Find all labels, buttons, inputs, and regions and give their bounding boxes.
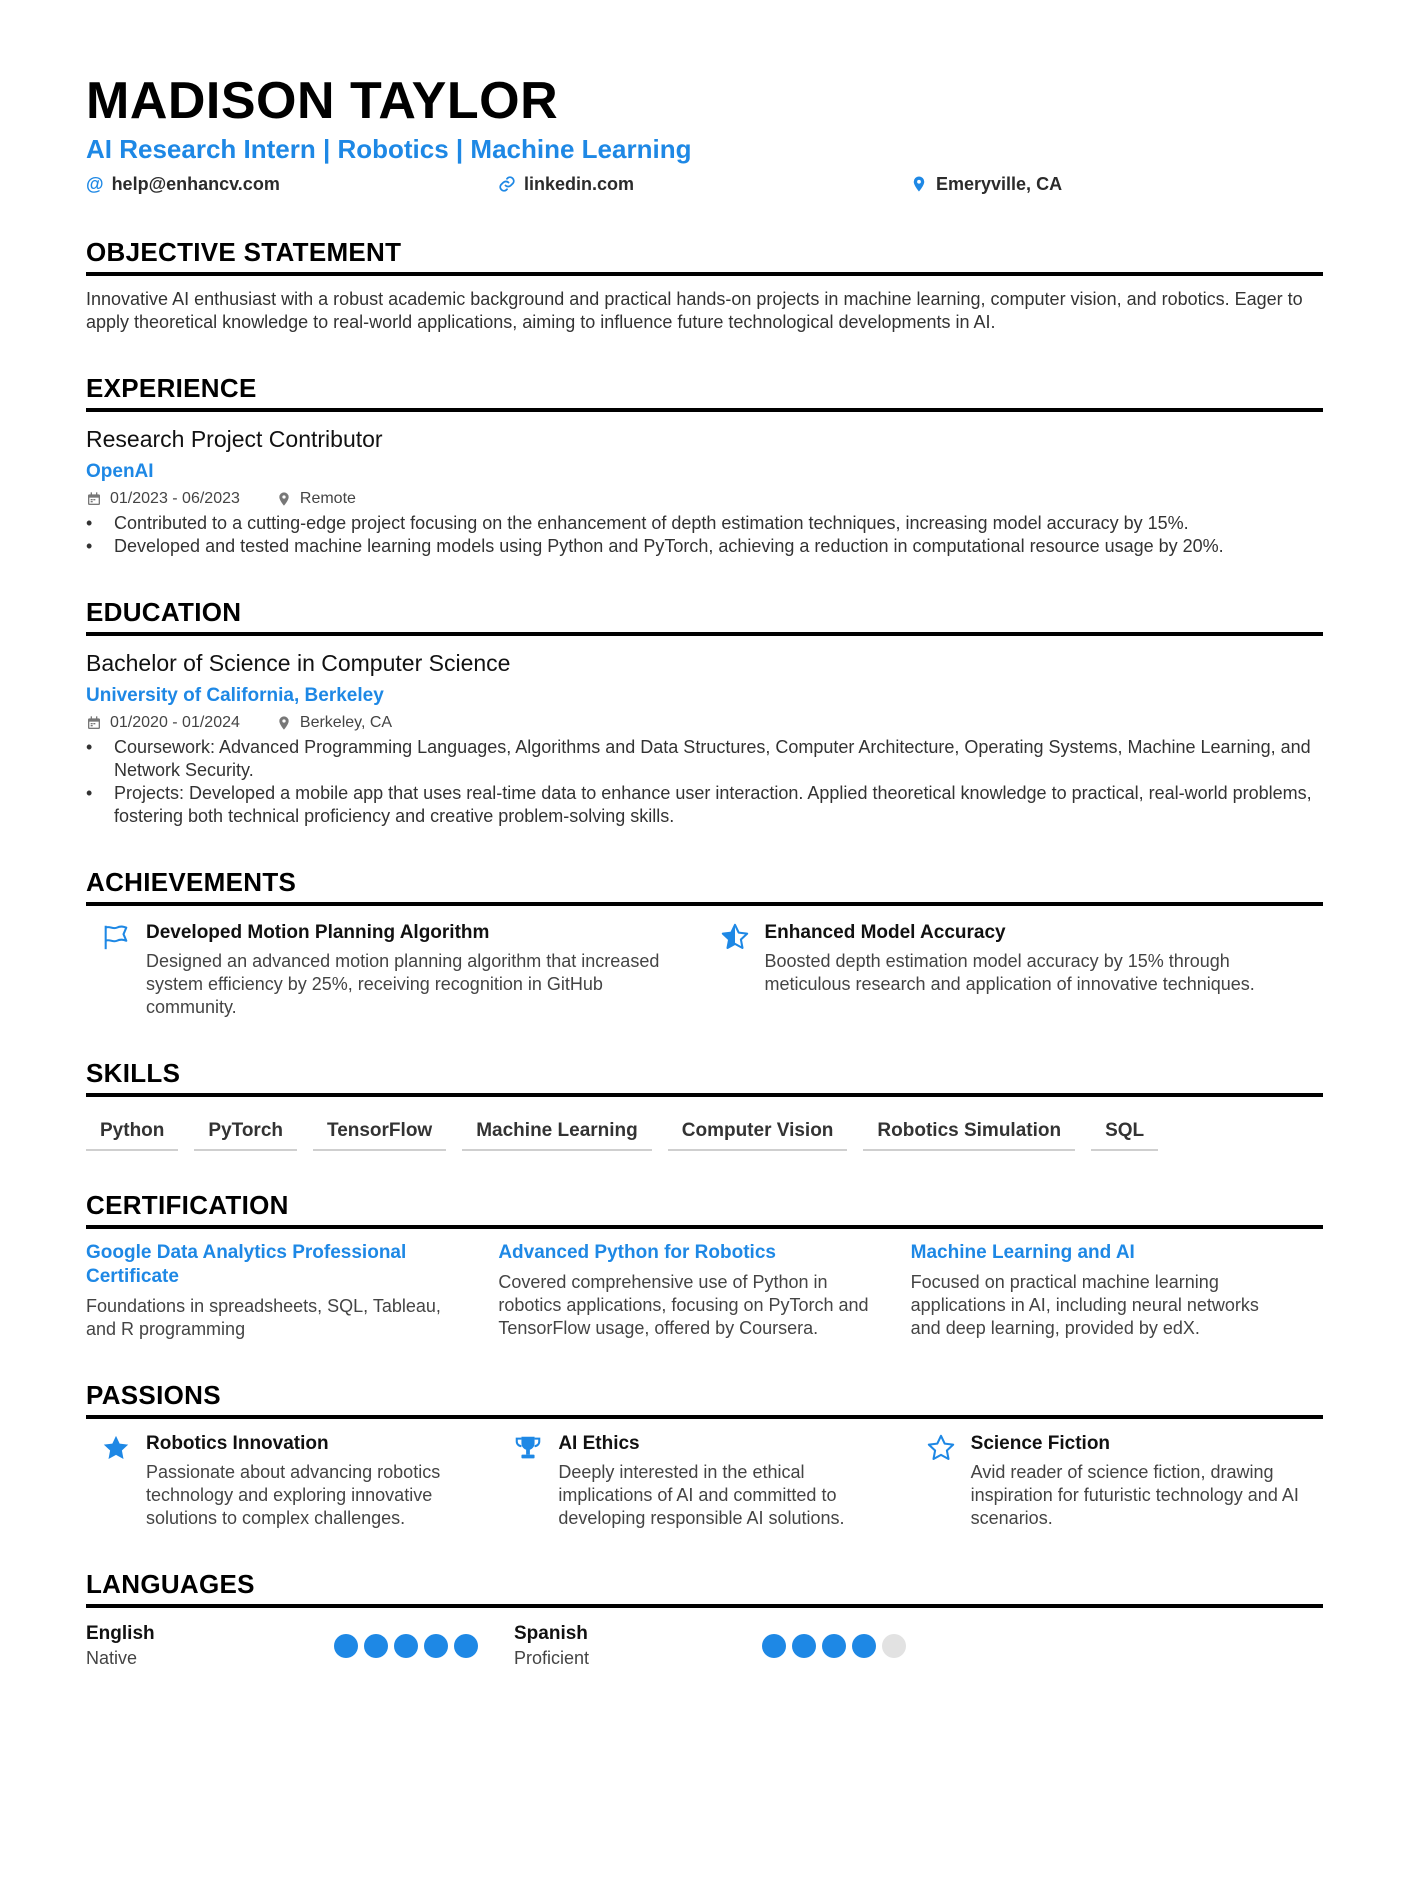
rating-dot-filled	[852, 1634, 876, 1658]
email-text: help@enhancv.com	[111, 173, 280, 194]
certification-section	[86, 1189, 1323, 1341]
language-name: English	[86, 1623, 155, 1644]
passions-grid	[86, 1431, 1323, 1530]
star-filled-icon	[101, 1433, 131, 1463]
skill-tag: Robotics Simulation	[863, 1115, 1075, 1151]
rating-dot-filled	[792, 1634, 816, 1658]
passion-title: AI Ethics	[558, 1433, 640, 1454]
flag-icon	[101, 922, 131, 952]
skill-tag: TensorFlow	[313, 1115, 446, 1151]
education-meta	[86, 712, 1323, 734]
language-level: Proficient	[514, 1648, 590, 1668]
certification-item	[498, 1241, 910, 1341]
achievement-title: Developed Motion Planning Algorithm	[146, 922, 490, 943]
education-location: Berkeley, CA	[299, 714, 393, 731]
achievement-item	[705, 920, 1324, 1019]
education-section	[86, 596, 1323, 828]
experience-section	[86, 372, 1323, 558]
section-title-languages: LANGUAGES	[86, 1568, 1323, 1608]
language-rating	[762, 1622, 906, 1670]
section-title-passions: PASSIONS	[86, 1379, 1323, 1419]
linkedin-text: linkedin.com	[524, 173, 635, 194]
education-degree: Bachelor of Science in Computer Science	[86, 650, 511, 676]
section-title-objective: OBJECTIVE STATEMENT	[86, 236, 1323, 276]
experience-bullets	[86, 512, 1323, 558]
section-title-certification: CERTIFICATION	[86, 1189, 1323, 1229]
achievements-grid	[86, 920, 1323, 1019]
certification-title: Google Data Analytics Professional Certificate	[86, 1242, 407, 1287]
skill-tag: PyTorch	[194, 1115, 297, 1151]
trophy-icon	[513, 1433, 543, 1463]
passion-item	[86, 1431, 498, 1530]
contact-linkedin[interactable]	[498, 174, 910, 195]
skill-tag: SQL	[1091, 1115, 1158, 1151]
rating-dot-filled	[394, 1634, 418, 1658]
achievement-title: Enhanced Model Accuracy	[764, 922, 1006, 943]
language-name: Spanish	[514, 1623, 588, 1644]
certification-item	[911, 1241, 1323, 1341]
list-item: • Coursework: Advanced Programming Languages, Algorithms and Data Structures, Computer Architecture, Operating Systems, Machine Learning, and Network Security.	[86, 736, 1323, 782]
star-half-icon	[720, 922, 750, 952]
achievements-section	[86, 866, 1323, 1019]
calendar-icon	[86, 715, 102, 731]
location-pin-icon	[910, 175, 928, 193]
list-item: • Developed and tested machine learning models using Python and PyTorch, achieving a reduction in computational resource usage by 20%.	[86, 535, 1323, 558]
passion-title: Science Fiction	[970, 1433, 1111, 1454]
location-pin-icon	[276, 715, 292, 731]
languages-grid	[86, 1622, 1323, 1670]
calendar-icon	[86, 491, 102, 507]
candidate-name: MADISON TAYLOR	[86, 72, 559, 130]
languages-section	[86, 1568, 1323, 1670]
passion-desc: Avid reader of science fiction, drawing inspiration for futuristic technology and AI scenarios.	[970, 1462, 1299, 1528]
education-school: University of California, Berkeley	[86, 685, 384, 706]
location-pin-icon	[276, 491, 292, 507]
certification-grid	[86, 1241, 1323, 1341]
rating-dot-filled	[822, 1634, 846, 1658]
experience-location: Remote	[299, 490, 356, 507]
language-level: Native	[86, 1648, 138, 1668]
skill-tag: Computer Vision	[668, 1115, 848, 1151]
language-item	[86, 1622, 514, 1670]
passion-title: Robotics Innovation	[146, 1433, 329, 1454]
certification-title: Machine Learning and AI	[910, 1242, 1135, 1263]
achievement-desc: Designed an advanced motion planning algorithm that increased system efficiency by 25%, receiving recognition in GitHub community.	[146, 951, 660, 1017]
section-title-skills: SKILLS	[86, 1057, 1323, 1097]
certification-title: Advanced Python for Robotics	[498, 1242, 776, 1263]
contact-email[interactable]	[86, 174, 498, 195]
rating-dot-filled	[424, 1634, 448, 1658]
rating-dot-filled	[334, 1634, 358, 1658]
certification-desc: Covered comprehensive use of Python in robotics applications, focusing on PyTorch and TensorFlow usage, offered by Coursera.	[498, 1272, 869, 1338]
star-outline-icon	[926, 1433, 956, 1463]
passion-item	[911, 1431, 1323, 1530]
rating-dot-empty	[882, 1634, 906, 1658]
certification-desc: Foundations in spreadsheets, SQL, Tableau, and R programming	[86, 1296, 441, 1339]
rating-dot-filled	[364, 1634, 388, 1658]
experience-role: Research Project Contributor	[86, 426, 383, 452]
rating-dot-filled	[762, 1634, 786, 1658]
list-item: • Contributed to a cutting-edge project focusing on the enhancement of depth estimation techniques, increasing model accuracy by 15%.	[86, 512, 1323, 535]
list-item: • Projects: Developed a mobile app that uses real-time data to enhance user interaction. Applied theoretical knowledge to practical, real-world problems, fostering both technical proficiency and creative problem-solving skills.	[86, 782, 1323, 828]
skill-tag: Machine Learning	[462, 1115, 652, 1151]
location-text: Emeryville, CA	[936, 173, 1063, 194]
section-title-achievements: ACHIEVEMENTS	[86, 866, 1323, 906]
achievement-item	[86, 920, 705, 1019]
skills-list	[86, 1115, 1323, 1151]
objective-text: Innovative AI enthusiast with a robust academic background and practical hands-on projects in machine learning, computer vision, and robotics. Eager to apply theoretical knowledge to real-world applications, aiming to influence future technological developments in AI.	[86, 289, 1303, 332]
certification-item	[86, 1241, 498, 1341]
at-icon: @	[86, 173, 104, 194]
skill-tag: Python	[86, 1115, 178, 1151]
experience-dates: 01/2023 - 06/2023	[110, 490, 240, 507]
experience-company: OpenAI	[86, 461, 154, 482]
language-rating	[334, 1622, 478, 1670]
education-dates: 01/2020 - 01/2024	[110, 714, 240, 731]
contact-location	[910, 174, 1322, 195]
language-item	[514, 1622, 942, 1670]
headline: AI Research Intern | Robotics | Machine Learning	[86, 134, 692, 164]
education-bullets	[86, 736, 1323, 828]
contact-row	[86, 170, 1323, 198]
rating-dot-filled	[454, 1634, 478, 1658]
section-title-education: EDUCATION	[86, 596, 1323, 636]
link-icon	[498, 175, 516, 193]
passion-desc: Passionate about advancing robotics technology and exploring innovative solutions to complex challenges.	[146, 1462, 441, 1528]
section-title-experience: EXPERIENCE	[86, 372, 1323, 412]
certification-desc: Focused on practical machine learning applications in AI, including neural networks and deep learning, provided by edX.	[910, 1272, 1259, 1338]
passion-desc: Deeply interested in the ethical implications of AI and committed to developing responsible AI solutions.	[558, 1462, 845, 1528]
skills-section	[86, 1057, 1323, 1151]
passion-item	[498, 1431, 910, 1530]
achievement-desc: Boosted depth estimation model accuracy by 15% through meticulous research and application of innovative techniques.	[764, 951, 1255, 994]
experience-meta	[86, 488, 1323, 510]
passions-section	[86, 1379, 1323, 1530]
objective-section	[86, 236, 1323, 334]
